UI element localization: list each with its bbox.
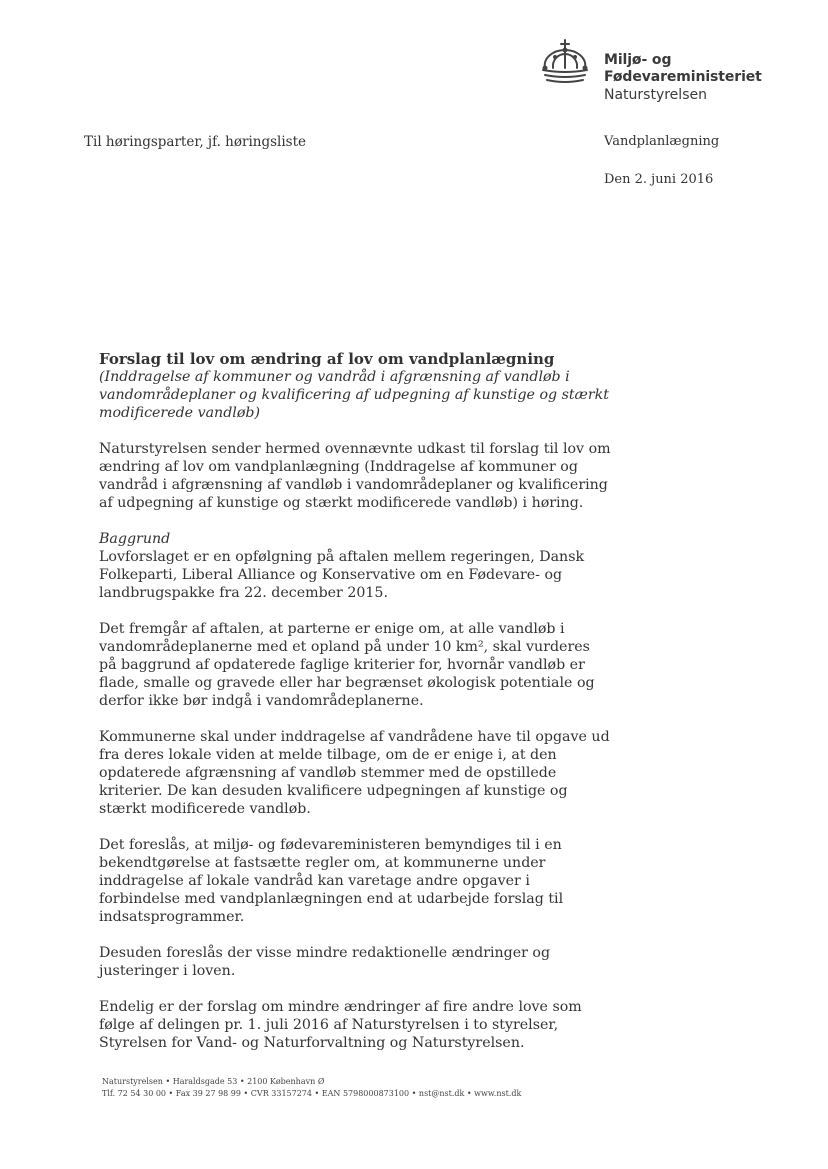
intro-paragraph: Naturstyrelsen sender hermed ovennævnte udkast til forslag til lov om ændring af lov om vandplanlægning (Inddragelse af kommuner og vandråd i afgrænsning af vandløb i vandområdeplaner og kvalificering af udpegning af kunstige og stærkt modificerede vandløb) i høring. <box>99 441 611 511</box>
section-heading: Baggrund <box>99 531 171 547</box>
department: Vandplanlægning <box>604 134 720 149</box>
paragraph-4: Desuden foreslås der visse mindre redaktionelle ændringer og justeringer i loven. <box>99 945 551 979</box>
paragraph-2: Kommunerne skal under inddragelse af vandrådene have til opgave ud fra deres lokale viden at melde tilbage, om de er enige i, at den opdaterede afgrænsning af vandløb stemmer med de opstillede kriterier. De kan desuden kvalificere udpegningen af kunstige og stærkt modificerede vandløb. <box>99 729 610 817</box>
letter-date: Den 2. juni 2016 <box>604 172 714 187</box>
footer <box>102 1076 521 1100</box>
footer-address: Naturstyrelsen • Haraldsgade 53 • 2100 København Ø <box>102 1077 325 1086</box>
ministry-line-1: Miljø- og <box>604 52 672 68</box>
recipient: Til høringsparter, jf. høringsliste <box>84 134 307 150</box>
letter-title: Forslag til lov om ændring af lov om vandplanlægning <box>99 350 555 368</box>
agency-name: Naturstyrelsen <box>604 87 707 103</box>
ministry-logo <box>537 38 777 110</box>
letter-body <box>99 350 611 1052</box>
ministry-line-2: Fødevareministeriet <box>604 69 762 85</box>
ministry-name <box>604 52 762 104</box>
paragraph-1: Det fremgår af aftalen, at parterne er enige om, at alle vandløb i vandområdeplanerne med et opland på under 10 km², skal vurderes på baggrund af opdaterede faglige kriterier for, hvornår vandløb er flade, smalle og gravede eller har begrænset økologisk potentiale og derfor ikke bør indgå i vandområdeplanerne. <box>99 621 595 709</box>
paragraph-3: Det foreslås, at miljø- og fødevareministeren bemyndiges til i en bekendtgørelse at fastsætte regler om, at kommunerne under inddragelse af lokale vandråd kan varetage andre opgaver i forbindelse med vandplanlægningen end at udarbejde forslag til indsatsprogrammer. <box>99 837 564 925</box>
background-paragraph: Lovforslaget er en opfølgning på aftalen mellem regeringen, Dansk Folkeparti, Liberal Alliance og Konservative om en Fødevare- og landbrugspakke fra 22. december 2015. <box>99 549 585 601</box>
footer-contact: Tlf. 72 54 30 00 • Fax 39 27 98 99 • CVR 33157274 • EAN 5798000873100 • nst@nst.dk • www.nst.dk <box>102 1089 522 1098</box>
letter-subtitle: (Inddragelse af kommuner og vandråd i afgrænsning af vandløb i vandområdeplaner og kvalificering af udpegning af kunstige og stærkt modificerede vandløb) <box>99 369 609 421</box>
paragraph-5: Endelig er der forslag om mindre ændringer af fire andre love som følge af delingen pr. 1. juli 2016 af Naturstyrelsen i to styrelser, Styrelsen for Vand- og Naturforvaltning og Naturstyrelsen. <box>99 999 582 1051</box>
crown-icon <box>537 38 593 84</box>
